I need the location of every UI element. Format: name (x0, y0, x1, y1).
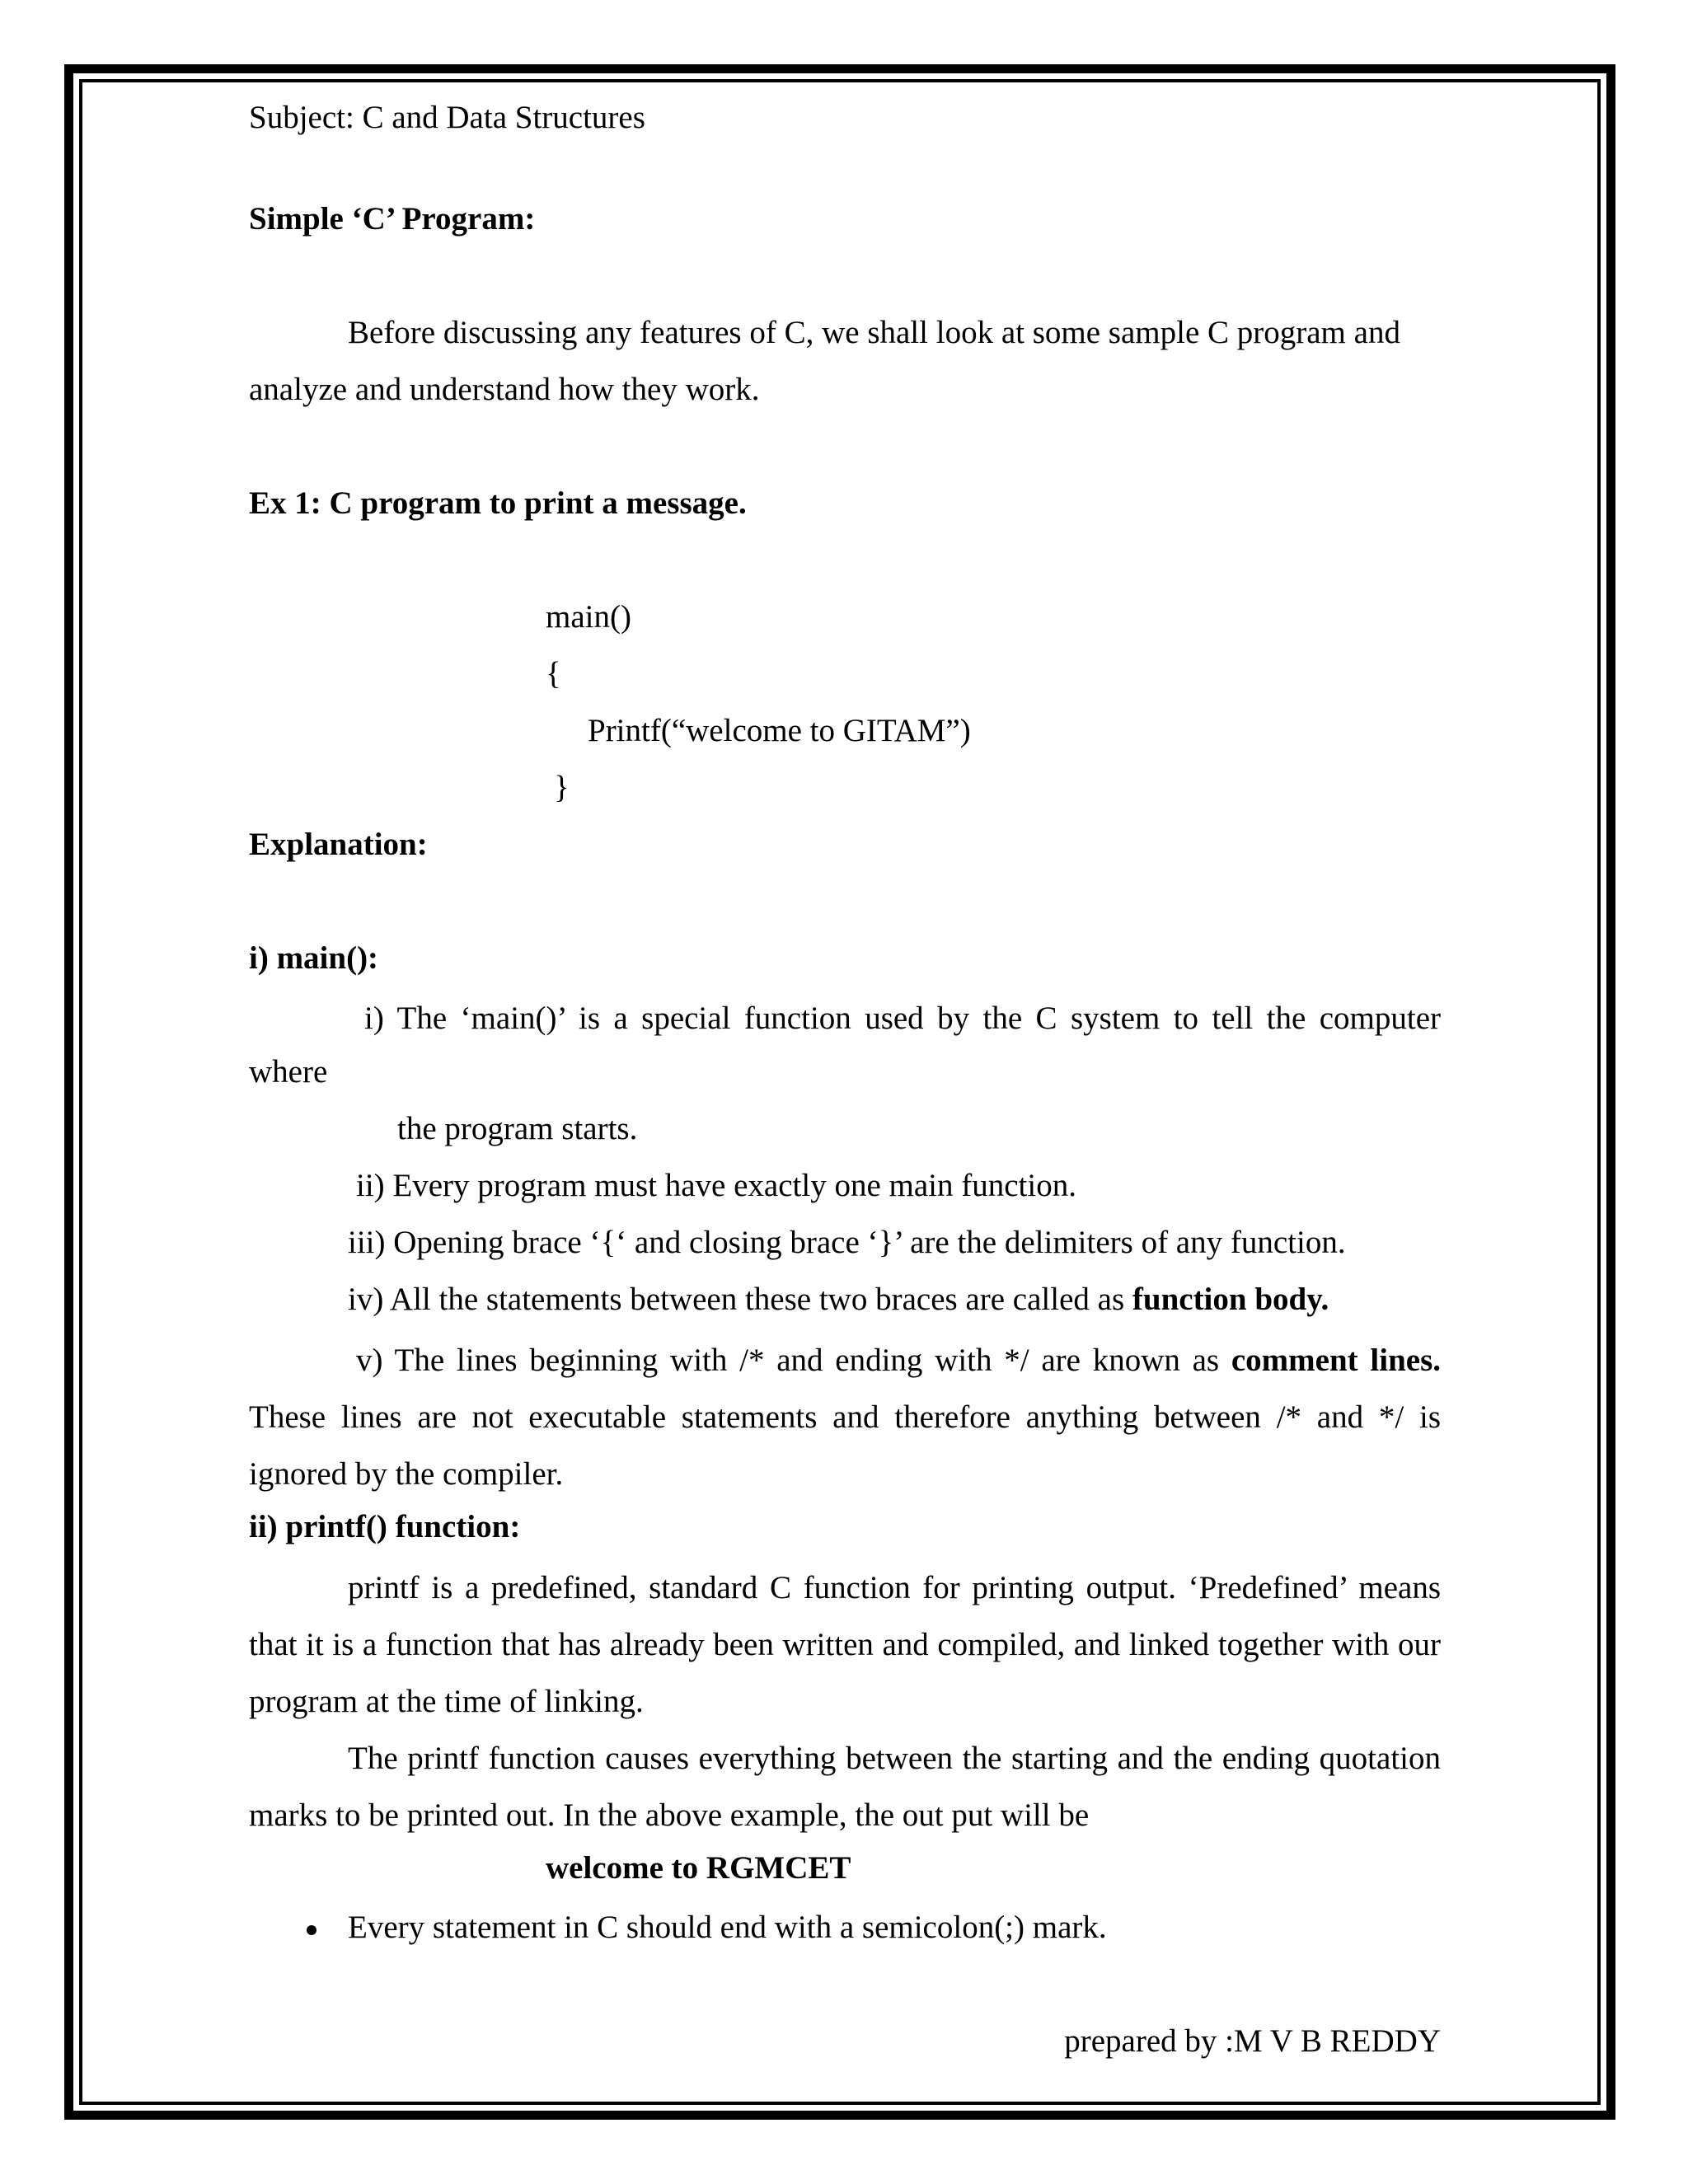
main-point-5 (356, 1332, 1441, 1389)
main-heading: i) main(): (249, 940, 379, 976)
main-point-1: i) The ‘main()’ is a special function used by the C system to tell the computer (364, 1001, 1441, 1036)
main-point-1-cont-2: the program starts. (397, 1111, 638, 1146)
bullet-item: Every statement in C should end with a semicolon(;) mark. (348, 1910, 1107, 1945)
main-point-1-cont: where (249, 1054, 328, 1090)
footer-prepared-by: prepared by :M V B REDDY (1064, 2023, 1441, 2059)
explanation-heading: Explanation: (249, 827, 428, 862)
printf-para-1: printf is a predefined, standard C function for printing output. ‘Predefined’ means that it is a function that has already been written and compiled, and linked together with our program at the time of linking. (249, 1570, 1441, 1719)
main-point-4-text: iv) All the statements between these two braces are called as (348, 1282, 1132, 1317)
code-line-4: } (554, 770, 570, 805)
example-title: Ex 1: C program to print a message. (249, 485, 747, 521)
main-point-5-cont: These lines are not executable statements and therefore anything between /* and */ is ignored by the compiler. (249, 1399, 1441, 1492)
main-point-4 (348, 1281, 1329, 1319)
section-title: Simple ‘C’ Program: (249, 201, 536, 237)
main-point-3: iii) Opening brace ‘{‘ and closing brace ‘}’ are the delimiters of any function. (348, 1225, 1346, 1260)
subject-line: Subject: C and Data Structures (249, 100, 645, 135)
code-line-3: Printf(“welcome to GITAM”) (588, 713, 971, 748)
printf-para-2: The printf function causes everything between the starting and the ending quotation marks to be printed out. In the above example, the out put will be (249, 1741, 1441, 1833)
bullet-icon (307, 1925, 316, 1935)
intro-line-2: analyze and understand how they work. (249, 372, 760, 407)
printf-heading: ii) printf() function: (249, 1509, 521, 1544)
intro-line-1: Before discussing any features of C, we shall look at some sample C program and (348, 315, 1400, 350)
main-point-2: ii) Every program must have exactly one main function. (356, 1168, 1076, 1203)
printf-output: welcome to RGMCET (546, 1850, 851, 1886)
main-point-5-bold: comment lines. (1231, 1343, 1441, 1378)
main-point-4-bold: function body. (1132, 1282, 1329, 1317)
main-point-5-text: v) The lines beginning with /* and ending with */ are known as (356, 1343, 1231, 1378)
code-line-1: main() (546, 599, 631, 635)
code-line-2: { (546, 656, 561, 691)
